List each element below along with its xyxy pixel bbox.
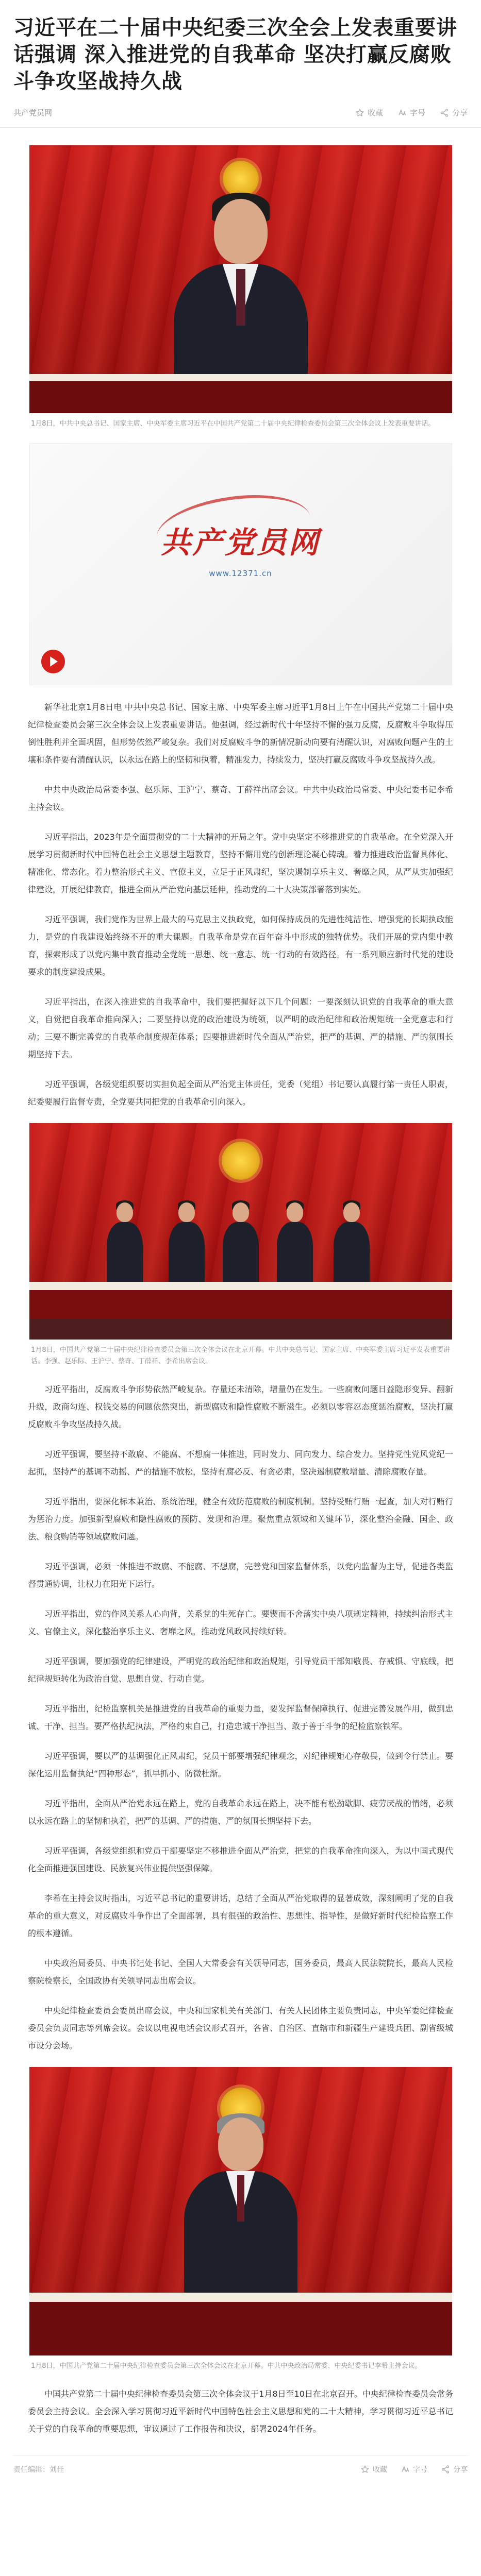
footer-actions	[360, 2464, 468, 2475]
meeting-hall-photo	[29, 1123, 452, 1340]
play-icon[interactable]	[41, 650, 65, 673]
paragraph: 习近平指出，要深化标本兼治、系统治理，健全有效防范腐败的制度机制。坚持受贿行贿一起查，加大对行贿行为惩治力度。加强新型腐败和隐性腐败的预防、发现和治理。聚焦重点领域和关键环节，深化整治金融、国企、政法、粮食购销等领域腐败问题。	[28, 1497, 453, 1541]
paragraph: 习近平强调，要坚持不敢腐、不能腐、不想腐一体推进，同时发力、同向发力、综合发力。坚持党性党风党纪一起抓，坚持严的基调不动摇、严的措施不放松，坚持有腐必反、有贪必肃，坚决遏制腐败增量、清除腐败存量。	[28, 1449, 453, 1477]
paragraph: 习近平强调，各级党组织要切实担负起全面从严治党主体责任，党委（党组）书记要认真履行第一责任人职责，纪委要履行监督专责，全党要共同把党的自我革命引向深入。	[28, 1079, 453, 1107]
paragraph: 习近平强调，必须一体推进不敢腐、不能腐、不想腐，完善党和国家监督体系，以党内监督为主导，促进各类监督贯通协调，让权力在阳光下运行。	[28, 1562, 453, 1589]
paragraph: 习近平指出，在深入推进党的自我革命中，我们要把握好以下几个问题：一要深刻认识党的自我革命的重大意义，自觉把自我革命推向深入；二要坚持以党的政治建设为统领，以严明的政治纪律和政治规矩统一全党意志和行动；三要不断完善党的自我革命制度规范体系；四要推进新时代全面从严治党，把严的基调、严的措施、严的氛围长期坚持下去。	[28, 997, 453, 1059]
font-size-label: 字号	[409, 108, 425, 117]
paragraph: 习近平指出，反腐败斗争形势依然严峻复杂。存量还未清除，增量仍在发生。一些腐败问题日益隐形变异、翻新升级，政商勾连、权钱交易的问题依然突出，新型腐败和隐性腐败不断滋生。必须以零容忍态度惩治腐败，坚决打赢反腐败斗争攻坚战持久战。	[28, 1384, 453, 1429]
favorite-label: 收藏	[367, 108, 383, 117]
paragraph: 习近平强调，各级党组织和党员干部要坚定不移推进全面从严治党，把党的自我革命推向深入，为以中国式现代化全面推进强国建设、民族复兴伟业提供坚强保障。	[28, 1846, 453, 1873]
paragraph: 习近平指出，全面从严治党永远在路上，党的自我革命永远在路上，决不能有松劲歇脚、疲劳厌战的情绪，必须以永远在路上的坚韧和执着，把严的基调、严的措施、严的氛围长期坚持下去。	[28, 1799, 453, 1826]
paragraph: 中央政治局委员、中央书记处书记、全国人大常委会有关领导同志，国务委员，最高人民法院院长，最高人民检察院检察长，全国政协有关领导同志出席会议。	[28, 1958, 453, 1986]
article-actions	[355, 107, 468, 118]
presiding-photo	[29, 2067, 452, 2355]
article-body	[0, 128, 481, 2438]
font-size-button[interactable]	[401, 2464, 427, 2475]
font-size-icon	[397, 108, 407, 117]
favorite-button[interactable]	[355, 107, 383, 118]
article-footer	[13, 2455, 468, 2475]
favorite-label: 收藏	[373, 2466, 387, 2474]
figure-1	[28, 145, 453, 430]
share-label: 分享	[453, 2466, 468, 2474]
paragraph: 习近平指出，纪检监察机关是推进党的自我革命的重要力量，要发挥监督保障执行、促进完善发展作用，做到忠诚、干净、担当。要严格执纪执法，严格约束自己，打造忠诚干净担当、敢于善于斗争的纪检监察铁军。	[28, 1704, 453, 1731]
figure-caption: 1月8日，中共中央总书记、国家主席、中央军委主席习近平在中国共产党第二十届中央纪律检查委员会第三次全体会议上发表重要讲话。	[31, 420, 435, 428]
share-button[interactable]	[441, 2464, 468, 2475]
figure-3	[28, 1123, 453, 1367]
presiding-figure	[184, 2108, 297, 2294]
paragraph: 习近平指出，2023年是全面贯彻党的二十大精神的开局之年。党中央坚定不移推进党的自我革命。在全党深入开展学习贯彻新时代中国特色社会主义思想主题教育，坚持不懈用党的创新理论凝心铸魂。着力推进政治监督具体化、精准化、常态化。着力整治形式主义、官僚主义，立足于正风肃纪，坚决遏制享乐主义、奢靡之风，从严从实加强纪律建设，开展纪律教育，推进全面从严治党向基层延伸，推动党的二十大决策部署落到实处。	[28, 832, 453, 894]
paragraph: 中央纪律检查委员会委员出席会议，中央和国家机关有关部门、有关人民团体主要负责同志，中央军委纪律检查委员会负责同志等列席会议。会议以电视电话会议形式召开，各省、自治区、直辖市和新疆生产建设兵团、副省级城市设分会场。	[28, 2006, 453, 2050]
share-label: 分享	[452, 108, 468, 117]
article-meta	[0, 100, 481, 128]
figure-caption: 1月8日，中国共产党第二十届中央纪律检查委员会第三次全体会议在北京开幕。中共中央总书记、国家主席、中央军委主席习近平发表重要讲话。李强、赵乐际、王沪宁、蔡奇、丁薛祥、李希出席会议。	[31, 1346, 450, 1365]
paragraph: 习近平指出，党的作风关系人心向背，关系党的生死存亡。要锲而不舍落实中央八项规定精神，持续纠治形式主义、官僚主义，深化整治享乐主义、奢靡之风，推动党风政风持续好转。	[28, 1609, 453, 1636]
font-size-button[interactable]	[397, 107, 425, 118]
article-source: 共产党员网	[13, 108, 53, 117]
figure-4	[28, 2067, 453, 2372]
paragraph: 习近平强调，要加强党的纪律建设，严明党的政治纪律和政治规矩，引导党员干部知敬畏、存戒惧、守底线，把纪律规矩转化为政治自觉、思想自觉、行动自觉。	[28, 1656, 453, 1684]
share-button[interactable]	[440, 107, 468, 118]
paragraph: 习近平强调，要以严的基调强化正风肃纪，党员干部要增强纪律观念，对纪律规矩心存敬畏，做到令行禁止。要深化运用监督执纪“四种形态”，抓早抓小、防微杜渐。	[28, 1751, 453, 1778]
share-icon	[441, 2465, 450, 2474]
favorite-button[interactable]	[360, 2464, 387, 2475]
star-icon	[355, 108, 364, 117]
paragraph: 中国共产党第二十届中央纪律检查委员会第三次全体会议于1月8日至10日在北京召开。中央纪律检查委员会常务委员会主持会议。全会深入学习贯彻习近平新时代中国特色社会主义思想和党的二十大精神，学习贯彻习近平总书记关于党的自我革命的重要思想，审议通过了工作报告和决议，部署2024年任务。	[28, 2389, 453, 2434]
party-emblem-icon	[222, 1142, 260, 1180]
paragraph: 中共中央政治局常委李强、赵乐际、王沪宁、蔡奇、丁薛祥出席会议。中共中央政治局常委、中央纪委书记李希主持会议。	[28, 785, 453, 812]
video-player[interactable]	[29, 443, 452, 685]
figure-caption: 1月8日，中国共产党第二十届中央纪律检查委员会第三次全体会议在北京开幕。中共中央政治局常委、中央纪委书记李希主持会议。	[31, 2362, 422, 2370]
font-size-icon	[401, 2465, 410, 2474]
speech-photo	[29, 145, 452, 413]
video-url: www.12371.cn	[209, 569, 272, 579]
font-size-label: 字号	[413, 2466, 427, 2474]
editor-credit: 责任编辑：刘佳	[13, 2466, 64, 2474]
paragraph: 习近平强调，我们党作为世界上最大的马克思主义执政党，如何保持成员的先进性纯洁性、增强党的长期执政能力，是党的自我建设始终绕不开的重大课题。自我革命是党在百年奋斗中形成的独特优势。我们开展的党内集中教育，探索形成了以党内集中教育推动全党统一思想、统一意志、统一行动的有效路径。有一系列顺应新时代党的建设要求的制度建设成果。	[28, 914, 453, 977]
paragraph: 新华社北京1月8日电 中共中央总书记、国家主席、中央军委主席习近平1月8日上午在中国共产党第二十届中央纪律检查委员会第三次全体会议上发表重要讲话。他强调，经过新时代十年坚持不懈的强力反腐，反腐败斗争取得压倒性胜利并全面巩固，但形势依然严峻复杂。我们对反腐败斗争的新情况新动向要有清醒认识，对腐败问题产生的土壤和条件要有清醒认识，以永远在路上的坚韧和执着，精准发力，持续发力，坚决打赢反腐败斗争攻坚战持久战。	[28, 702, 453, 765]
figure-2	[28, 443, 453, 685]
star-icon	[360, 2465, 370, 2474]
video-logo: 共产党员网	[160, 525, 321, 561]
share-icon	[440, 108, 449, 117]
article-title: 习近平在二十届中央纪委三次全会上发表重要讲话强调 深入推进党的自我革命 坚决打赢反腐败斗争攻坚战持久战	[13, 16, 457, 93]
paragraph: 李希在主持会议时指出，习近平总书记的重要讲话，总结了全面从严治党取得的显著成效，深刻阐明了党的自我革命的重大意义，对反腐败斗争作出了全面部署，具有很强的政治性、思想性、指导性，是做好新时代纪检监察工作的根本遵循。	[28, 1893, 453, 1938]
